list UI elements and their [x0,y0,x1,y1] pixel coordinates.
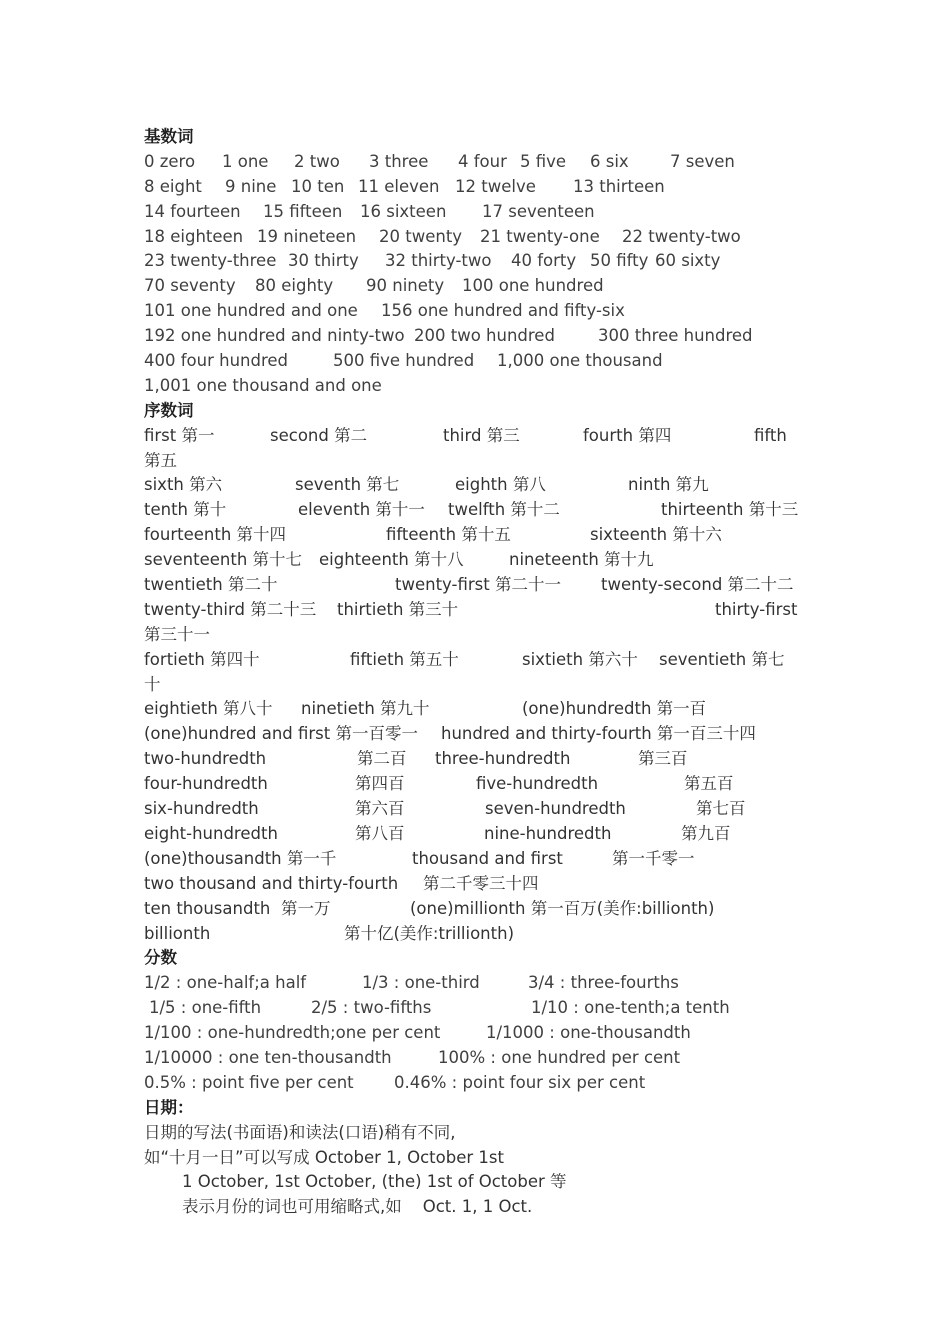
cardinal-item: 40 forty [511,251,577,271]
ordinal-item: 第四百 [355,774,405,794]
ordinal-item: 第六百 [355,799,405,819]
ordinal-line [144,897,824,922]
cardinal-item: 6 six [590,151,629,171]
cardinal-item: 15 fifteen [263,201,343,221]
ordinal-item: ninth 第九 [628,475,709,495]
heading-fraction: 分数 [144,948,177,968]
fraction-line [144,1071,824,1096]
cardinal-item: 1,001 one thousand and one [144,375,382,395]
fraction-item: 0.46% : point four six per cent [394,1072,646,1092]
fraction-item: 0.5% : point five per cent [144,1072,354,1092]
ordinal-item: sixtieth 第六十 [522,649,638,669]
ordinal-item: thirty-first [715,599,798,619]
cardinal-item: 14 fourteen [144,201,241,221]
date-line: 1 October, 1st October, (the) 1st of October 等 [182,1172,567,1192]
cardinal-item: 18 eighteen [144,226,244,246]
ordinal-item: (one)hundred and first 第一百零一 [144,724,418,744]
ordinal-item: fourth 第四 [583,425,672,445]
ordinal-item: twenty-second 第二十二 [601,575,794,595]
cardinal-item: 7 seven [670,151,735,171]
heading-ordinal: 序数词 [144,400,194,420]
cardinal-item: 10 ten [291,176,345,196]
cardinal-item: 23 twenty-three [144,251,277,271]
ordinal-item: first 第一 [144,425,215,445]
ordinal-line [144,573,824,598]
cardinal-item: 22 twenty-two [622,226,741,246]
ordinal-item: nineteenth 第十九 [509,550,654,570]
ordinal-item: 第一千零一 [612,848,695,868]
ordinal-item: ninetieth 第九十 [301,699,430,719]
ordinal-item: three-hundredth [435,749,571,769]
cardinal-item: 32 thirty-two [385,251,492,271]
cardinal-item: 70 seventy [144,276,236,296]
ordinal-item: 第三百 [638,749,688,769]
cardinal-item: 400 four hundred [144,351,289,371]
ordinal-line [144,424,824,449]
cardinal-line [144,150,824,175]
ordinal-item: twenty-third 第二十三 [144,599,317,619]
cardinal-item: 1 one [222,151,269,171]
fraction-item: 1/1000 : one-thousandth [486,1023,691,1043]
ordinal-line [144,697,824,722]
ordinal-item: eightieth 第八十 [144,699,273,719]
fraction-item: 3/4 : three-fourths [528,973,679,993]
ordinal-item: thousand and first [412,848,563,868]
cardinal-item: 500 five hundred [333,351,475,371]
cardinal-line [144,249,824,274]
ordinal-line [144,797,824,822]
cardinal-item: 16 sixteen [360,201,447,221]
ordinal-item: second 第二 [270,425,368,445]
ordinal-line [144,673,824,698]
ordinal-item: tenth 第十 [144,500,227,520]
cardinal-item: 4 four [458,151,507,171]
fraction-line [144,1021,824,1046]
cardinal-item: 20 twenty [379,226,463,246]
ordinal-item: (one)hundredth 第一百 [522,699,707,719]
ordinal-item: (one)millionth 第一百万(美作:billionth) [410,898,715,918]
ordinal-line [144,548,824,573]
ordinal-item: five-hundredth [476,774,599,794]
cardinal-item: 8 eight [144,176,202,196]
ordinal-line [144,449,824,474]
ordinal-item: eighth 第八 [455,475,546,495]
fraction-item: 1/2 : one-half;a half [144,973,307,993]
ordinal-item: 第五 [144,450,177,470]
cardinal-line [144,299,824,324]
ordinal-item: (one)thousandth 第一千 [144,848,337,868]
ordinal-item: four-hundredth [144,774,268,794]
cardinal-line [144,374,824,399]
ordinal-item: eleventh 第十一 [298,500,425,520]
ordinal-item: twenty-first 第二十一 [395,575,561,595]
ordinal-item: 第十亿(美作:trillionth) [344,923,515,943]
date-line: 表示月份的词也可用缩略式,如 Oct. 1, 1 Oct. [182,1197,533,1217]
ordinal-item: 第八百 [355,823,405,843]
cardinal-item: 17 seventeen [482,201,595,221]
ordinal-line [144,772,824,797]
ordinal-line [144,473,824,498]
document-body [144,125,824,1220]
ordinal-line [144,847,824,872]
ordinal-item: 第二百 [357,749,407,769]
ordinal-line [144,722,824,747]
date-line: 日期的写法(书面语)和读法(口语)稍有不同, [144,1122,456,1142]
cardinal-item: 3 three [369,151,429,171]
cardinal-line [144,274,824,299]
ordinal-item: nine-hundredth [484,823,612,843]
ordinal-line [144,872,824,897]
cardinal-item: 90 ninety [366,276,445,296]
ordinal-line [144,498,824,523]
ordinal-item: twentieth 第二十 [144,575,278,595]
ordinal-item: fifteenth 第十五 [386,525,511,545]
cardinal-item: 200 two hundred [414,326,555,346]
ordinal-item: thirteenth 第十三 [661,500,799,520]
cardinal-item: 5 five [520,151,567,171]
cardinal-item: 9 nine [225,176,277,196]
cardinal-item: 2 two [294,151,340,171]
ordinal-line [144,822,824,847]
fraction-item: 1/10 : one-tenth;a tenth [531,998,730,1018]
ordinal-item: seventeenth 第十七 [144,550,303,570]
heading-cardinal: 基数词 [144,127,194,146]
fraction-item: 2/5 : two-fifths [311,998,432,1018]
date-line: 如“十月一日”可以写成 October 1, October 1st [144,1147,504,1167]
cardinal-item: 13 thirteen [573,176,665,196]
ordinal-line [144,648,824,673]
cardinal-item: 30 thirty [288,251,359,271]
cardinal-line [144,225,824,250]
ordinal-item: 第七百 [696,799,746,819]
ordinal-item: billionth [144,923,211,943]
cardinal-item: 60 sixty [655,251,721,271]
cardinal-line [144,175,824,200]
ordinal-line [144,747,824,772]
ordinal-line [144,922,824,947]
cardinal-item: 100 one hundred [462,276,604,296]
ordinal-item: third 第三 [443,425,520,445]
cardinal-line [144,349,824,374]
fraction-item: 100% : one hundred per cent [438,1047,681,1067]
cardinal-item: 300 three hundred [598,326,753,346]
fraction-line [144,971,824,996]
ordinal-item: seventh 第七 [295,475,400,495]
ordinal-item: seventieth 第七 [659,649,785,669]
fraction-item: 1/3 : one-third [362,973,480,993]
ordinal-item: fifth [754,425,787,445]
ordinal-item: eight-hundredth [144,823,278,843]
ordinal-item: fortieth 第四十 [144,649,260,669]
ordinal-item: 第九百 [681,823,731,843]
ordinal-item: seven-hundredth [485,799,626,819]
fraction-item: 1/100 : one-hundredth;one per cent [144,1023,441,1043]
ordinal-item: two thousand and thirty-fourth [144,873,399,893]
cardinal-item: 101 one hundred and one [144,301,358,321]
cardinal-item: 1,000 one thousand [497,351,663,371]
ordinal-item: 第二千零三十四 [423,873,539,893]
ordinal-line [144,598,824,623]
ordinal-item: hundred and thirty-fourth 第一百三十四 [441,724,756,744]
heading-date: 日期： [144,1097,194,1117]
ordinal-line [144,623,824,648]
cardinal-item: 21 twenty-one [480,226,600,246]
cardinal-item: 192 one hundred and ninty-two [144,326,405,346]
ordinal-item: 第五百 [684,774,734,794]
cardinal-item: 11 eleven [358,176,440,196]
cardinal-item: 12 twelve [455,176,536,196]
ordinal-item: fiftieth 第五十 [350,649,459,669]
ordinal-item: 第三十一 [144,624,210,644]
ordinal-item: ten thousandth [144,898,271,918]
ordinal-item: thirtieth 第三十 [337,599,459,619]
ordinal-item: eighteenth 第十八 [319,550,464,570]
cardinal-item: 80 eighty [255,276,334,296]
ordinal-item: two-hundredth [144,749,267,769]
cardinal-item: 0 zero [144,151,196,171]
cardinal-item: 50 fifty [590,251,649,271]
ordinal-item: twelfth 第十二 [448,500,560,520]
fraction-item: 1/10000 : one ten-thousandth [144,1047,392,1067]
ordinal-item: 第一万 [281,898,331,918]
ordinal-item: 十 [144,674,161,694]
cardinal-item: 156 one hundred and fifty-six [381,301,625,321]
fraction-item: 1/5 : one-fifth [149,998,262,1018]
fraction-line [144,1046,824,1071]
ordinal-item: sixth 第六 [144,475,223,495]
cardinal-line [144,324,824,349]
ordinal-line [144,523,824,548]
ordinal-item: sixteenth 第十六 [590,525,722,545]
ordinal-item: six-hundredth [144,799,259,819]
cardinal-line [144,200,824,225]
fraction-line [144,996,824,1021]
ordinal-item: fourteenth 第十四 [144,525,287,545]
cardinal-item: 19 nineteen [257,226,357,246]
